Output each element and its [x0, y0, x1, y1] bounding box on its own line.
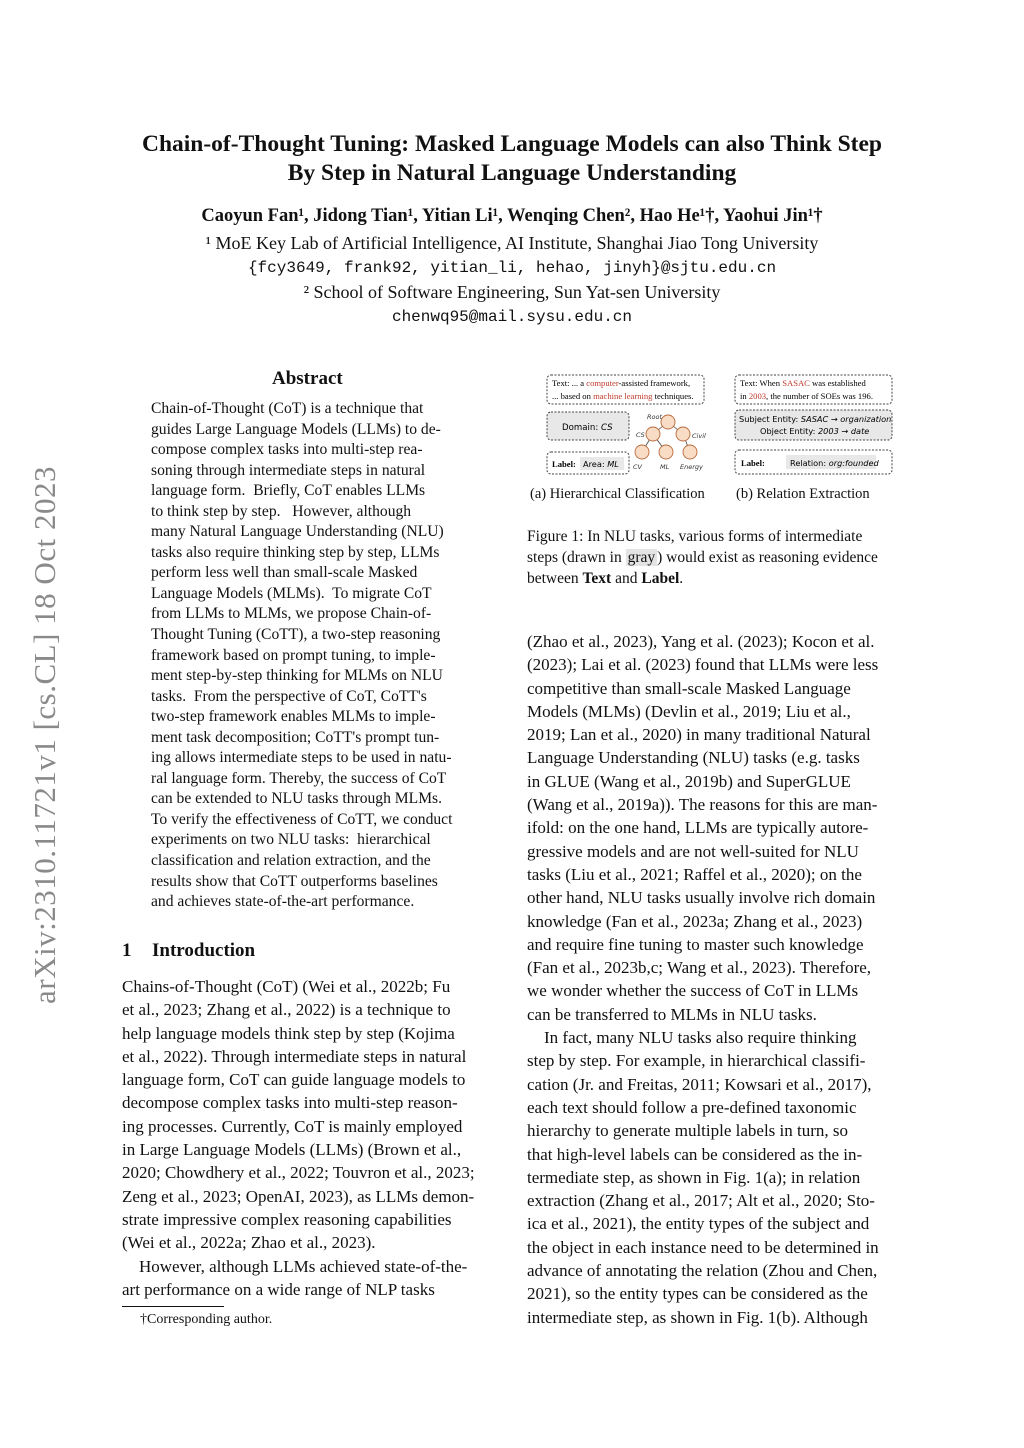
- affiliation-2: ² School of Software Engineering, Sun Yat-sen University: [303, 282, 721, 302]
- figcap-text: steps (drawn in: [527, 549, 626, 566]
- svg-text:Civil: Civil: [692, 432, 706, 440]
- body-line: each text should follow a pre-defined taxonomic: [527, 1097, 857, 1117]
- abstract-line: ing allows intermediate steps to be used in natu-: [151, 749, 452, 767]
- abstract-line: from LLMs to MLMs, we propose Chain-of-: [151, 605, 432, 623]
- figcap-text: .: [679, 570, 684, 587]
- body-line: cation (Jr. and Freitas, 2011; Kowsari et al., 2017),: [527, 1074, 872, 1094]
- abstract-line: Language Models (MLMs). To migrate CoT: [151, 584, 432, 602]
- abstract-heading: Abstract: [272, 368, 343, 389]
- body-line: tasks (Liu et al., 2021; Raffel et al., 2020); on the: [527, 864, 862, 884]
- title-line-1: Chain-of-Thought Tuning: Masked Language Models can also Think Step: [141, 131, 883, 157]
- body-line: (Wang et al., 2019a)). The reasons for this are man-: [527, 795, 878, 815]
- body-line: 2019; Lan et al., 2020) in many traditional Natural: [527, 725, 871, 745]
- abstract-line: ral language form. Thereby, the success of CoT: [151, 769, 447, 787]
- figcap-line-1: Figure 1: In NLU tasks, various forms of intermediate: [527, 528, 863, 545]
- body-line: in Large Language Models (LLMs) (Brown et al.,: [122, 1140, 462, 1160]
- abstract-line: tasks. From the perspective of CoT, CoTT's: [151, 687, 427, 705]
- abstract-line: many Natural Language Understanding (NLU): [151, 523, 444, 541]
- section-title: Introduction: [152, 940, 256, 961]
- abstract-line: Chain-of-Thought (CoT) is a technique that: [151, 400, 424, 417]
- figure-1-diagram: [530, 372, 910, 482]
- abstract-line: perform less well than small-scale Masked: [151, 564, 418, 582]
- footnote-rule: [122, 1306, 224, 1307]
- body-line: Language Understanding (NLU) tasks (e.g. tasks: [527, 748, 860, 768]
- figcap-line-3: [527, 568, 905, 589]
- body-line: in GLUE (Wang et al., 2019b) and SuperGLUE: [527, 771, 851, 791]
- abstract-line: guides Large Language Models (LLMs) to de-: [151, 420, 441, 438]
- footnote: †Corresponding author.: [140, 1312, 273, 1327]
- body-line: et al., 2023; Zhang et al., 2022) is a technique to: [122, 1000, 451, 1020]
- abstract-line: ment step-by-step thinking for MLMs on NLU: [151, 667, 443, 685]
- b-text-line-2: in 2003, the number of SOEs was 196.: [740, 391, 873, 401]
- body-line: extraction (Zhang et al., 2017; Alt et al., 2020; Sto-: [527, 1191, 875, 1211]
- a-domain-text: Domain: CS: [562, 423, 613, 433]
- body-line: competitive than small-scale Masked Language: [527, 678, 851, 698]
- body-line: (2023); Lai et al. (2023) found that LLMs were less: [527, 655, 879, 675]
- figcap-text: and: [611, 570, 642, 587]
- body-line: decompose complex tasks into multi-step reason-: [122, 1093, 458, 1113]
- body-line: knowledge (Fan et al., 2023a; Zhang et al., 2023): [527, 911, 863, 931]
- abstract-body: [151, 399, 469, 913]
- figcap-bold-text: Text: [582, 570, 612, 587]
- body-line: 2020; Chowdhery et al., 2022; Touvron et al., 2023;: [122, 1163, 475, 1183]
- abstract-line: To verify the effectiveness of CoTT, we conduct: [151, 810, 453, 828]
- figure-1: [530, 372, 910, 512]
- abstract-line: classification and relation extraction, and the: [151, 852, 431, 870]
- abstract-line: compose complex tasks into multi-step rea-: [151, 441, 423, 459]
- body-line: ifold: on the one hand, LLMs are typically autore-: [527, 818, 869, 838]
- body-line: step by step. For example, in hierarchical classifi-: [527, 1051, 866, 1071]
- body-line: 2021), so the entity types can be considered as the: [527, 1284, 868, 1304]
- b-label-text: Label:: [741, 458, 765, 468]
- figure-1b-caption: (b) Relation Extraction: [736, 486, 870, 502]
- body-line: (Wei et al., 2022a; Zhao et al., 2023).: [122, 1233, 376, 1253]
- figure-1a-caption: (a) Hierarchical Classification: [530, 486, 705, 502]
- svg-text:Energy: Energy: [680, 463, 703, 471]
- a-label-text: Label:: [552, 459, 576, 469]
- b-text-line-1: Text: When SASAC was established: [740, 378, 866, 388]
- body-line: Zeng et al., 2023; OpenAI, 2023), as LLMs demon-: [122, 1186, 475, 1206]
- paper-title: [80, 130, 944, 188]
- arxiv-side-label: [10, 395, 80, 1075]
- abstract-line: ment task decomposition; CoTT's prompt tun-: [151, 728, 440, 746]
- body-line: the object in each instance need to be determined in: [527, 1237, 879, 1257]
- abstract-line: language form. Briefly, CoT enables LLMs: [151, 482, 426, 500]
- abstract-line: to think step by step. However, although: [151, 502, 412, 520]
- abstract-line: Thought Tuning (CoTT), a two-step reasoning: [151, 626, 441, 644]
- a-text-line-2: ... based on machine learning techniques.: [552, 391, 694, 401]
- abstract-line: soning through intermediate steps in natural: [151, 461, 426, 479]
- body-line: gressive models and are not well-suited for NLU: [527, 841, 859, 861]
- body-line: (Zhao et al., 2023), Yang et al. (2023); Kocon et al.: [527, 632, 875, 651]
- abstract-line: framework based on prompt tuning, to imple-: [151, 646, 436, 664]
- svg-text:Root: Root: [647, 413, 663, 421]
- email-1[interactable]: {fcy3649, frank92, yitian_li, hehao, jinyh}@sjtu.edu.cn: [247, 259, 777, 277]
- figcap-text: ) would exist as reasoning evidence: [657, 549, 878, 566]
- abstract-line: results show that CoTT outperforms baselines: [151, 872, 438, 890]
- body-line: Models (MLMs) (Devlin et al., 2019; Liu et al.,: [527, 701, 851, 721]
- intro-left-column: [122, 975, 500, 1301]
- body-line: Chains-of-Thought (CoT) (Wei et al., 2022b; Fu: [122, 977, 451, 996]
- body-line: (Fan et al., 2023b,c; Wang et al., 2023). Therefore,: [527, 958, 872, 978]
- body-line: advance of annotating the relation (Zhou and Chen,: [527, 1261, 878, 1281]
- body-line: other hand, NLU tasks usually involve rich domain: [527, 888, 876, 908]
- intro-right-column: [527, 630, 905, 1329]
- abstract-line: experiments on two NLU tasks: hierarchical: [151, 831, 431, 849]
- svg-text:ML: ML: [660, 463, 670, 471]
- a-text-line-1: Text: ... a computer-assisted framework,: [552, 378, 691, 388]
- svg-text:CS: CS: [636, 431, 645, 439]
- abstract-line: can be extended to NLU tasks through MLMs.: [151, 790, 443, 808]
- arxiv-id-text: arXiv:2310.11721v1 [cs.CL] 18 Oct 2023: [27, 466, 62, 1004]
- body-line: we wonder whether the success of CoT in LLMs: [527, 981, 859, 1001]
- b-object-text: Object Entity: 2003 → date: [760, 426, 870, 436]
- body-line: and require fine tuning to master such knowledge: [527, 934, 864, 954]
- body-line: intermediate step, as shown in Fig. 1(b). Although: [527, 1307, 868, 1327]
- abstract-line: tasks also require thinking step by step, LLMs: [151, 543, 440, 561]
- body-line: hierarchy to generate multiple labels in turn, so: [527, 1121, 849, 1141]
- b-subject-text: Subject Entity: SASAC → organization: [739, 414, 892, 424]
- figcap-bold-label: Label: [641, 570, 680, 587]
- body-line: ica et al., 2021), the entity types of the subject and: [527, 1214, 870, 1234]
- body-line: ing processes. Currently, CoT is mainly employed: [122, 1116, 463, 1136]
- figcap-line-2: [527, 547, 905, 568]
- email-2[interactable]: chenwq95@mail.sysu.edu.cn: [391, 308, 633, 326]
- body-line: However, although LLMs achieved state-of-the-: [122, 1256, 468, 1276]
- section-number: 1: [122, 940, 132, 961]
- abstract-line: and achieves state-of-the-art performance.: [151, 893, 415, 911]
- a-area-text: Area: ML: [583, 459, 619, 469]
- body-line: art performance on a wide range of NLP tasks: [122, 1279, 435, 1299]
- affiliation-1: ¹ MoE Key Lab of Artificial Intelligence, AI Institute, Shanghai Jiao Tong University: [205, 233, 819, 253]
- body-line: In fact, many NLU tasks also require thinking: [527, 1028, 857, 1048]
- section-heading: [122, 940, 255, 962]
- body-line: can be transferred to MLMs in NLU tasks.: [527, 1004, 817, 1024]
- body-line: et al., 2022). Through intermediate steps in natural: [122, 1046, 467, 1066]
- body-line: that high-level labels can be considered as the in-: [527, 1144, 863, 1164]
- abstract-line: two-step framework enables MLMs to imple-: [151, 708, 436, 726]
- figure-1-caption: [527, 526, 905, 589]
- author-list: Caoyun Fan¹, Jidong Tian¹, Yitian Li¹, Wenqing Chen², Hao He¹†, Yaohui Jin¹†: [201, 206, 823, 226]
- b-relation-text: Relation: org:founded: [790, 458, 879, 468]
- body-line: strate impressive complex reasoning capabilities: [122, 1209, 452, 1229]
- body-line: language form, CoT can guide language models to: [122, 1070, 466, 1090]
- body-line: termediate step, as shown in Fig. 1(a); in relation: [527, 1167, 861, 1187]
- svg-text:CV: CV: [633, 463, 642, 471]
- body-line: help language models think step by step (Kojima: [122, 1023, 455, 1043]
- title-line-2: By Step in Natural Language Understanding: [287, 160, 737, 186]
- figcap-text: between: [527, 570, 583, 587]
- figcap-gray-word: gray: [627, 549, 656, 566]
